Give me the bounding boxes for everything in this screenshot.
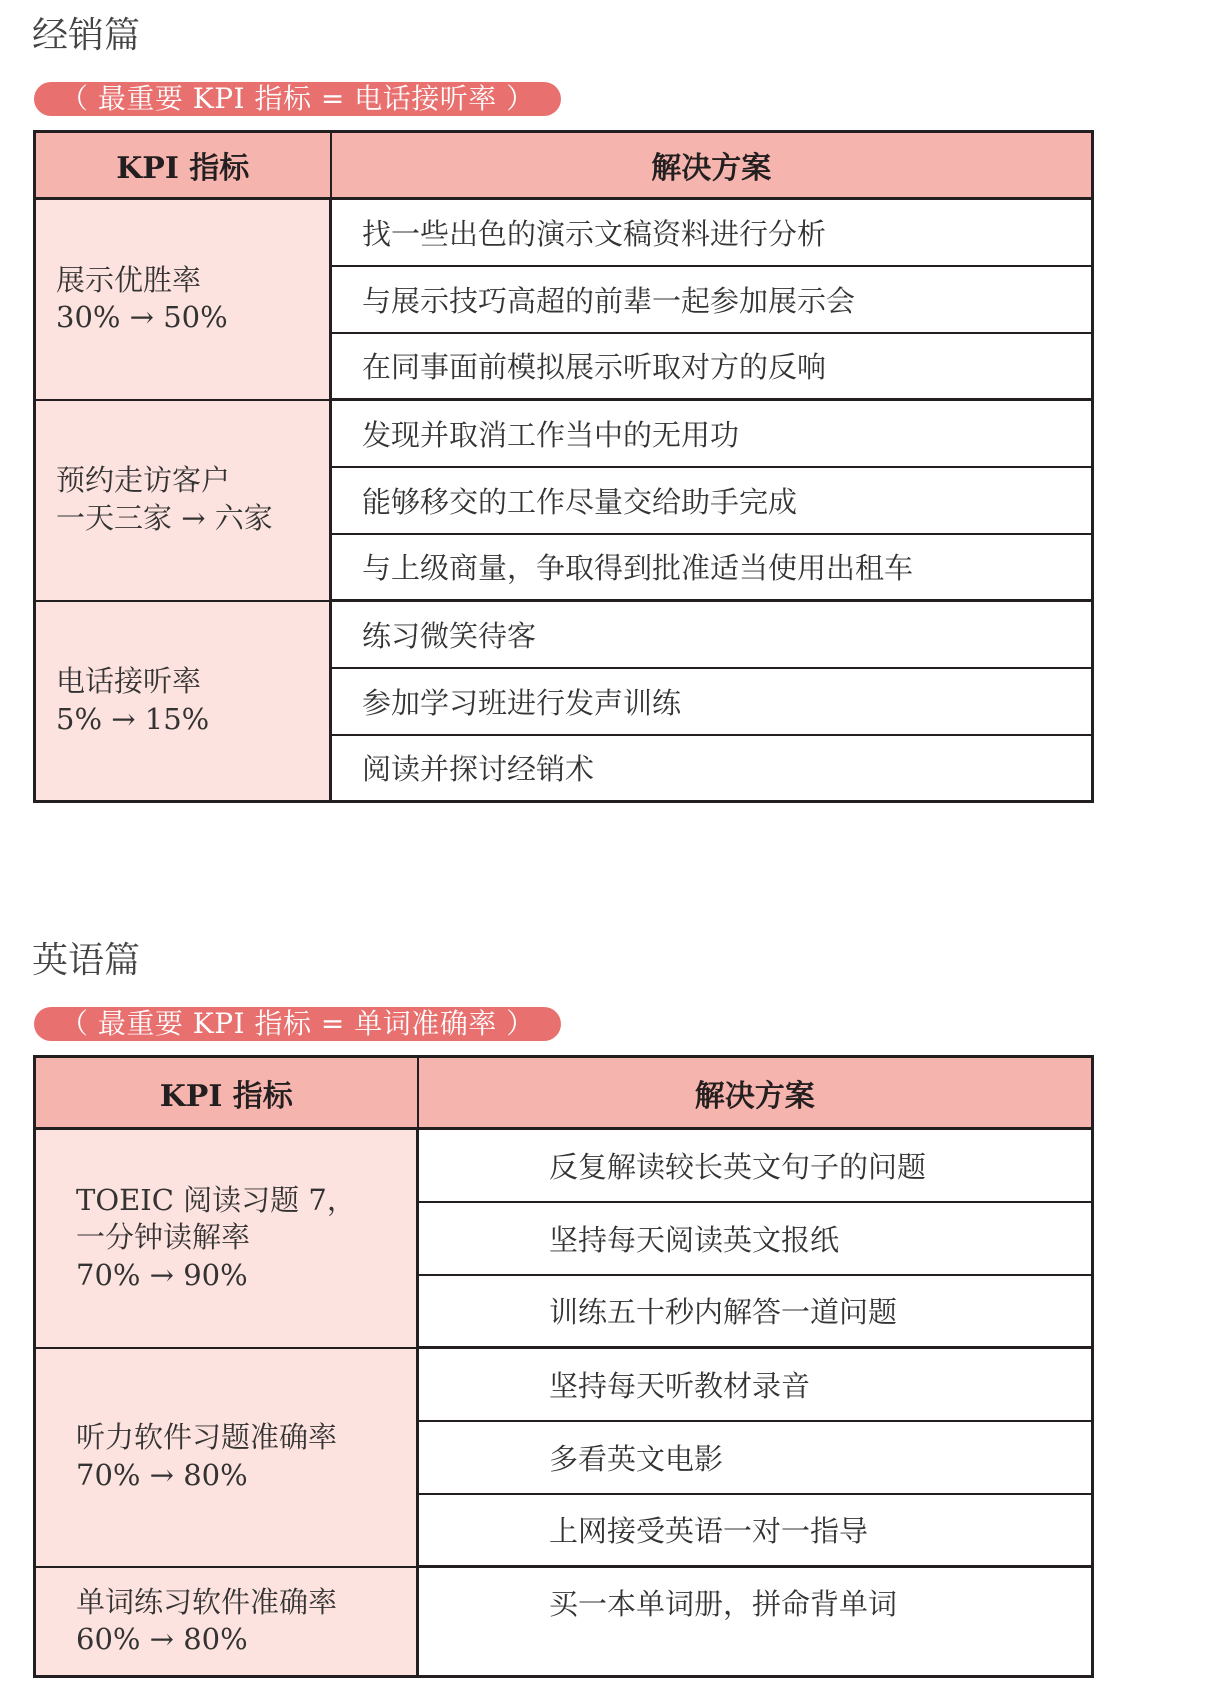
- solution-cell: 能够移交的工作尽量交给助手完成: [331, 467, 1093, 534]
- metric-name: 电话接听率: [56, 664, 202, 699]
- solution-cell: 阅读并探讨经销术: [331, 735, 1093, 802]
- metric-name-line1: TOEIC 阅读习题 7，: [76, 1182, 356, 1217]
- solution-cell: 找一些出色的演示文稿资料进行分析: [331, 199, 1093, 266]
- solution-cell: 坚持每天听教材录音: [418, 1348, 1093, 1421]
- header-solution: 解决方案: [418, 1057, 1093, 1129]
- solution-cell: 坚持每天阅读英文报纸: [418, 1202, 1093, 1275]
- solution-cell: 参加学习班进行发声训练: [331, 668, 1093, 735]
- metric-name: 单词练习软件准确率: [76, 1584, 338, 1619]
- table-row: [35, 1348, 1093, 1421]
- metric-cell: [35, 199, 331, 400]
- metric-cell: [35, 400, 331, 601]
- kpi-table-english: [33, 1055, 1094, 1678]
- solution-cell: 多看英文电影: [418, 1421, 1093, 1494]
- table-header-row: [35, 1057, 1093, 1129]
- table-row: [35, 601, 1093, 668]
- solution-cell: 上网接受英语一对一指导: [418, 1494, 1093, 1567]
- table-row: [35, 1567, 1093, 1677]
- table-header-row: [35, 132, 1093, 199]
- kpi-banner-english: （ 最重要 KPI 指标 = 单词准确率 ）: [34, 1007, 561, 1041]
- metric-cell-highlight: [35, 601, 331, 802]
- metric-change: 70% → 80%: [76, 1458, 248, 1492]
- kpi-banner-sales: （ 最重要 KPI 指标 = 电话接听率 ）: [34, 82, 561, 116]
- header-kpi: KPI 指标: [35, 1057, 418, 1129]
- metric-change: 一天三家 → 六家: [56, 501, 273, 535]
- kpi-table-sales: [33, 130, 1094, 803]
- metric-change: 5% → 15%: [56, 701, 210, 736]
- metric-cell: [35, 1348, 418, 1567]
- metric-change: 60% → 80%: [76, 1622, 248, 1657]
- table-row: [35, 1129, 1093, 1202]
- solution-cell: 训练五十秒内解答一道问题: [418, 1275, 1093, 1348]
- solution-cell: 在同事面前模拟展示听取对方的反响: [331, 333, 1093, 400]
- solution-cell: 发现并取消工作当中的无用功: [331, 400, 1093, 467]
- metric-change: 30% → 50%: [56, 300, 228, 335]
- metric-change: 70% → 90%: [76, 1258, 248, 1293]
- metric-cell: [35, 1567, 418, 1677]
- metric-name: 展示优胜率: [56, 262, 202, 297]
- solution-cell: 与上级商量，争取得到批准适当使用出租车: [331, 534, 1093, 601]
- metric-name: 预约走访客户: [56, 463, 231, 498]
- metric-cell: [35, 1129, 418, 1348]
- solution-cell: 买一本单词册，拼命背单词: [418, 1567, 1093, 1677]
- solution-cell: 练习微笑待客: [331, 601, 1093, 668]
- header-solution: 解决方案: [331, 132, 1093, 199]
- solution-cell: 反复解读较长英文句子的问题: [418, 1129, 1093, 1202]
- table-row: [35, 400, 1093, 467]
- section-title-sales: 经销篇: [32, 15, 141, 56]
- table-row: [35, 199, 1093, 266]
- metric-name-line2: 一分钟读解率: [76, 1220, 251, 1255]
- section-title-english: 英语篇: [32, 940, 141, 981]
- solution-cell: 与展示技巧高超的前辈一起参加展示会: [331, 266, 1093, 333]
- metric-name: 听力软件习题准确率: [76, 1420, 338, 1455]
- header-kpi: KPI 指标: [35, 132, 331, 199]
